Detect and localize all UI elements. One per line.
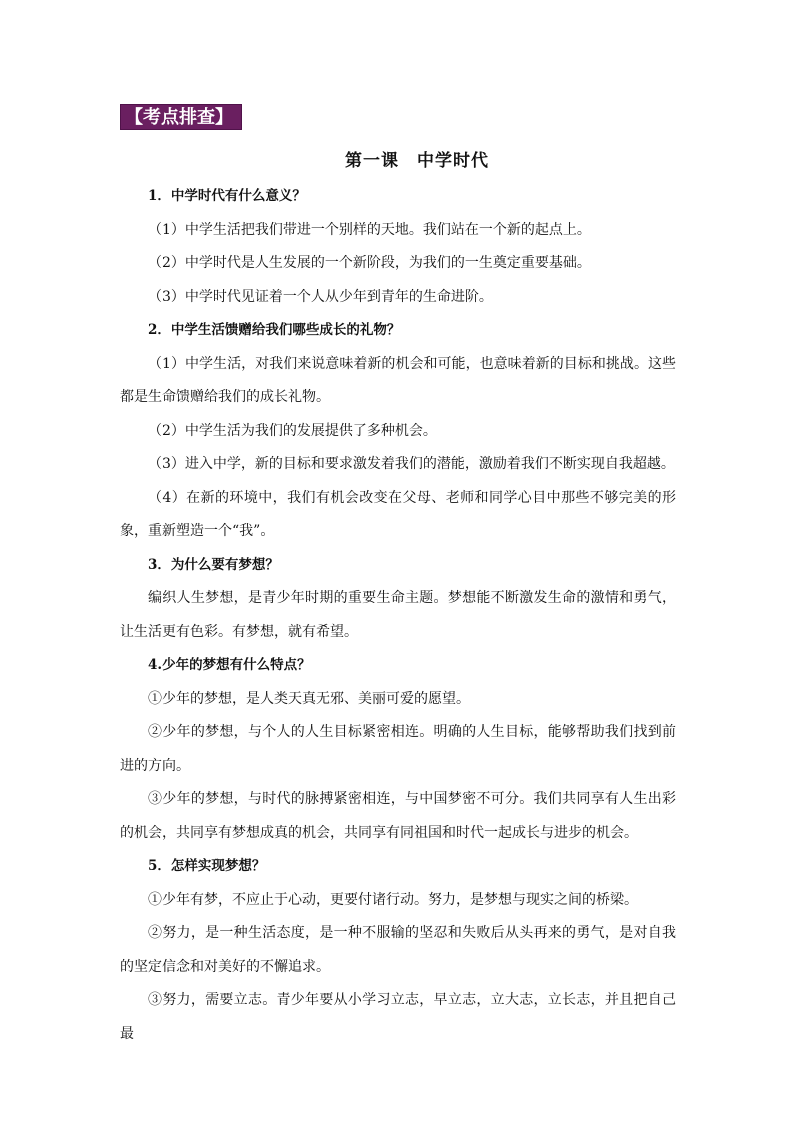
- answer-paragraph: ①少年的梦想，是人类天真无邪、美丽可爱的愿望。: [148, 690, 470, 707]
- answer-paragraph: 编织人生梦想，是青少年时期的重要生命主题。梦想能不断激发生命的激情和勇气，让生活更有色彩。有梦想，就有希望。: [120, 590, 676, 640]
- answer-paragraph: （2）中学生活为我们的发展提供了多种机会。: [148, 422, 437, 439]
- question-heading: 4.少年的梦想有什么特点？: [148, 657, 311, 673]
- question-heading: 1．中学时代有什么意义？: [148, 188, 306, 204]
- answer-paragraph: （1）中学生活，对我们来说意味着新的机会和可能，也意味着新的目标和挑战。这些都是生命馈赠给我们的成长礼物。: [120, 355, 676, 405]
- question-heading: 3．为什么要有梦想？: [148, 556, 279, 573]
- section-badge: 【考点排查】: [120, 104, 242, 130]
- section-3: [120, 549, 676, 650]
- section-2: [120, 314, 676, 549]
- question-heading: 2．中学生活馈赠给我们哪些成长的礼物？: [148, 322, 401, 338]
- answer-paragraph: ①少年有梦，不应止于心动，更要付诸行动。努力，是梦想与现实之间的桥梁。: [148, 891, 638, 908]
- answer-paragraph: （3）中学时代见证着一个人从少年到青年的生命进阶。: [148, 288, 493, 305]
- answer-paragraph: ③少年的梦想，与时代的脉搏紧密相连，与中国梦密不可分。我们共同享有人生出彩的机会，共同享有梦想成真的机会，共同享有同祖国和时代一起成长与进步的机会。: [120, 791, 676, 841]
- answer-paragraph: ②努力，是一种生活态度，是一种不服输的坚忍和失败后从头再来的勇气，是对自我的坚定信念和对美好的不懈追求。: [120, 925, 676, 975]
- document-body: [120, 180, 676, 1051]
- section-4: [120, 649, 676, 850]
- answer-paragraph: （2）中学时代是人生发展的一个新阶段，为我们的一生奠定重要基础。: [148, 255, 591, 271]
- answer-paragraph: （4）在新的环境中，我们有机会改变在父母、老师和同学心目中那些不够完美的形象，重新塑造一个“我”。: [120, 489, 676, 539]
- section-1: [120, 180, 676, 314]
- answer-paragraph: ③努力，需要立志。青少年要从小学习立志，早立志，立大志，立长志，并且把自己最: [120, 992, 676, 1042]
- section-5: [120, 850, 676, 1051]
- question-heading: 5．怎样实现梦想？: [148, 858, 266, 874]
- page-title: 第一课 中学时代: [345, 151, 489, 171]
- answer-paragraph: （1）中学生活把我们带进一个别样的天地。我们站在一个新的起点上。: [148, 221, 591, 238]
- answer-paragraph: ②少年的梦想，与个人的人生目标紧密相连。明确的人生目标，能够帮助我们找到前进的方向。: [120, 724, 676, 774]
- answer-paragraph: （3）进入中学，新的目标和要求激发着我们的潜能，激励着我们不断实现自我超越。: [148, 456, 675, 472]
